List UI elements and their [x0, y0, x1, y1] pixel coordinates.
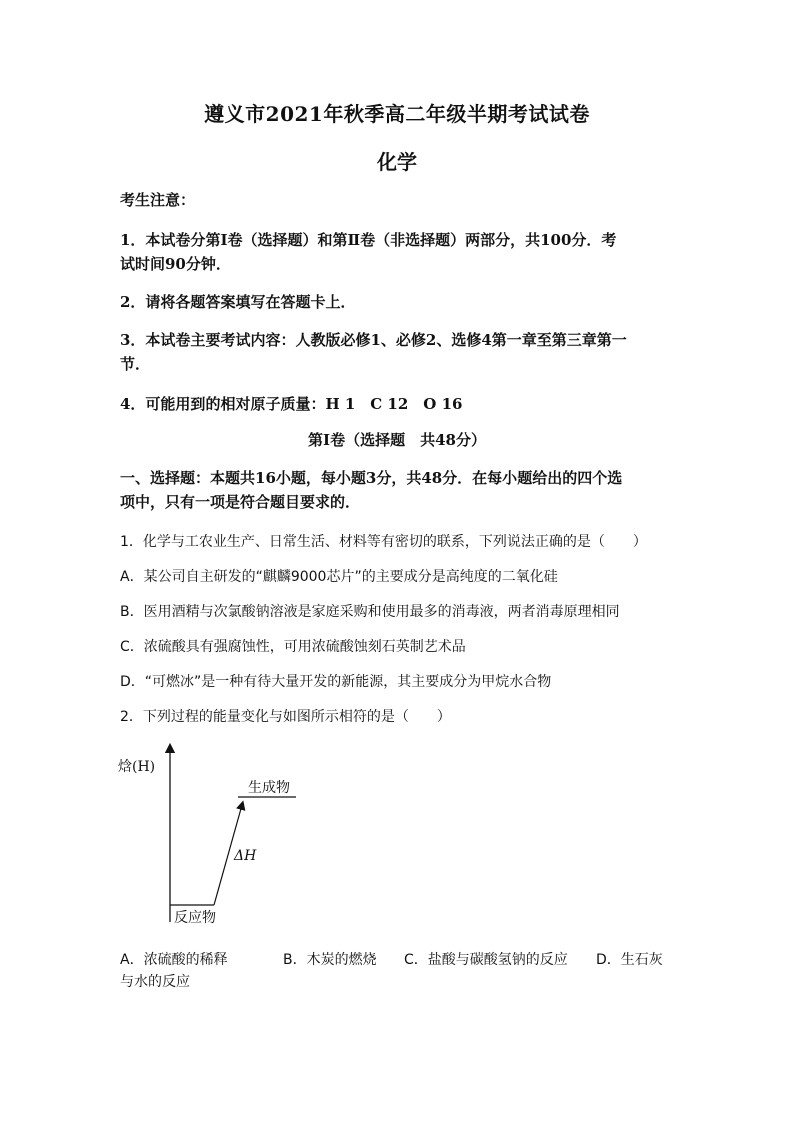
section-heading: 第Ⅰ卷（选择题 共48分） [308, 431, 486, 449]
question-2-option-d: D．生石灰 [596, 952, 663, 968]
notice-item-3: 3．本试卷主要考试内容：人教版必修1、必修2、选修4第一章至第三章第一 [120, 331, 627, 349]
question-1-option-b: B．医用酒精与次氯酸钠溶液是家庭采购和使用最多的消毒液，两者消毒原理相同 [120, 604, 620, 620]
notice-item-4: 4．可能用到的相对原子质量：H 1 C 12 O 16 [120, 395, 463, 413]
question-2-option-c: C．盐酸与碳酸氢钠的反应 [404, 952, 568, 968]
question-2-stem: 2．下列过程的能量变化与如图所示相符的是（ ） [120, 709, 451, 725]
product-label: 生成物 [248, 780, 290, 796]
question-1-stem: 1．化学与工农业生产、日常生活、材料等有密切的联系，下列说法正确的是（ ） [120, 534, 647, 550]
question-1-option-c: C．浓硫酸具有强腐蚀性，可用浓硫酸蚀刻石英制艺术品 [120, 639, 466, 655]
delta-h-label: ΔH [234, 848, 257, 864]
section-instruction-line1: 一、选择题：本题共16小题，每小题3分，共48分．在每小题给出的四个选 [120, 469, 623, 487]
reactant-label: 反应物 [174, 910, 216, 926]
question-2-option-b: B．木炭的燃烧 [283, 952, 377, 968]
exam-title: 遵义市2021年秋季高二年级半期考试试卷 [204, 102, 590, 126]
subject-title: 化学 [377, 150, 417, 174]
question-2-option-d-cont: 与水的反应 [120, 974, 190, 990]
notice-item-1: 1．本试卷分第Ⅰ卷（选择题）和第Ⅱ卷（非选择题）两部分，共100分．考 [120, 231, 617, 249]
notice-item-2: 2．请将各题答案填写在答题卡上． [120, 293, 356, 311]
notice-item-3-cont: 节． [120, 355, 151, 373]
question-1-option-d: D．“可燃冰”是一种有待大量开发的新能源，其主要成分为甲烷水合物 [120, 674, 552, 690]
notice-heading: 考生注意： [120, 191, 196, 209]
enthalpy-diagram [110, 740, 310, 930]
y-axis-label: 焓(H) [118, 759, 156, 775]
notice-item-1-cont: 试时间90分钟． [120, 255, 231, 273]
question-1-option-a: A．某公司自主研发的“麒麟9000芯片”的主要成分是高纯度的二氧化硅 [120, 569, 558, 585]
section-instruction-line2: 项中，只有一项是符合题目要求的． [120, 493, 361, 511]
question-2-option-a: A．浓硫酸的稀释 [120, 952, 228, 968]
